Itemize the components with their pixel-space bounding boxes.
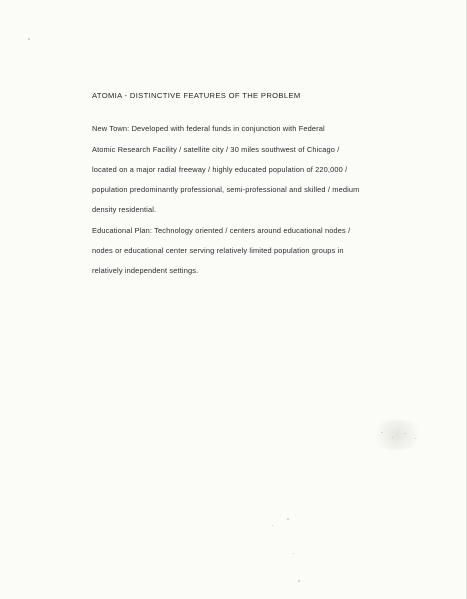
paper-speck — [381, 432, 383, 433]
paper-speck — [293, 553, 294, 554]
paragraph-line: population predominantly professional, semi-professional and skilled / medium — [92, 185, 360, 194]
paragraph-line: Educational Plan: Technology oriented / centers around educational nodes / — [92, 226, 351, 235]
paragraph-line: density residential. — [92, 205, 157, 214]
paragraph-line: Atomic Research Facility / satellite city / 30 miles southwest of Chicago / — [92, 145, 340, 154]
paper-speck — [392, 437, 393, 438]
paper-smudge — [368, 420, 426, 450]
paragraph-line: New Town: Developed with federal funds in conjunction with Federal — [92, 124, 325, 133]
paper-speck — [272, 525, 273, 526]
paper-speck — [404, 433, 406, 434]
paper-speck — [28, 38, 30, 40]
paper-speck — [415, 438, 416, 439]
paper-speck — [298, 580, 300, 582]
document-title: ATOMIA - DISTINCTIVE FEATURES OF THE PROBLEM — [92, 91, 301, 100]
paragraph-line: located on a major radial freeway / highly educated population of 220,000 / — [92, 165, 348, 174]
paper-speck — [287, 518, 289, 520]
paragraph-line: relatively independent settings. — [92, 266, 199, 275]
paragraph-line: nodes or educational center serving relatively limited population groups in — [92, 246, 344, 255]
